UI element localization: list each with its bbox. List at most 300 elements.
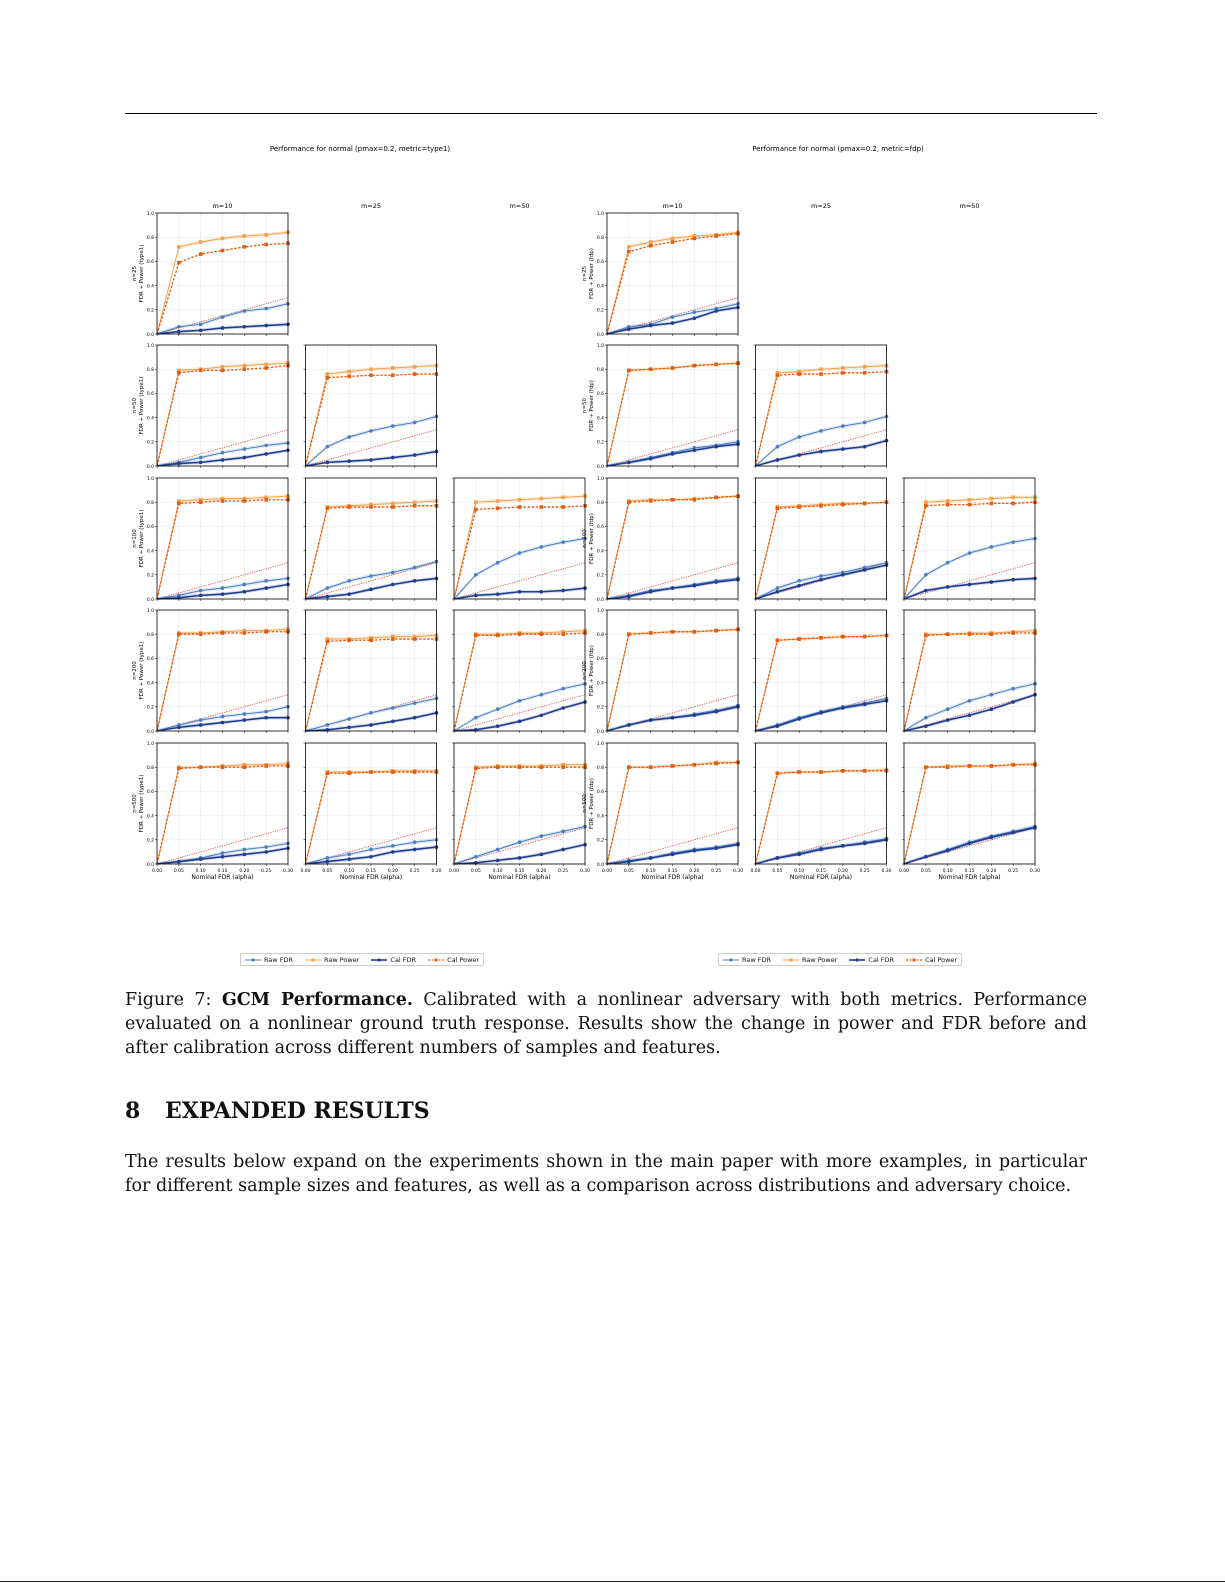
x-tick-label: 0.30 xyxy=(431,869,442,874)
x-tick-label: 0.20 xyxy=(986,869,997,874)
marker-raw-power xyxy=(326,372,330,376)
row-label: n=200 xyxy=(132,661,138,680)
y-tick-label: 0.6 xyxy=(596,260,604,266)
x-axis-label: Nominal FDR (alpha) xyxy=(938,874,1001,881)
subplot-n=100-m=50 xyxy=(902,478,1037,601)
marker-raw-fdr xyxy=(841,424,845,428)
x-tick-label: 0.20 xyxy=(387,869,398,874)
marker-raw-fdr xyxy=(819,574,823,578)
marker-cal-fdr xyxy=(243,590,247,594)
marker-raw-fdr xyxy=(518,840,522,844)
marker-cal-fdr xyxy=(264,586,268,590)
marker-cal-fdr xyxy=(924,855,928,859)
marker-cal-fdr xyxy=(347,726,351,730)
section-number: 8 xyxy=(125,1098,141,1124)
y-tick-label: 0.8 xyxy=(146,766,154,771)
marker-raw-fdr xyxy=(369,429,373,433)
legend-entry-cal-power xyxy=(906,956,957,964)
marker-raw-fdr xyxy=(540,545,544,549)
marker-cal-fdr xyxy=(199,329,203,333)
marker-cal-fdr xyxy=(391,583,395,587)
marker-cal-fdr xyxy=(627,595,631,599)
subplot-n=100-m=25 xyxy=(754,478,889,601)
marker-cal-power xyxy=(264,243,268,247)
marker-cal-fdr xyxy=(221,326,225,330)
x-tick-label: 0.05 xyxy=(470,869,481,874)
y-tick-label: 0.6 xyxy=(146,790,154,796)
marker-cal-power xyxy=(243,499,247,503)
marker-cal-power xyxy=(561,765,565,769)
marker-raw-power xyxy=(968,498,972,502)
y-tick-label: 1.0 xyxy=(596,211,604,217)
marker-cal-fdr xyxy=(819,848,823,852)
x-tick-label: 0.30 xyxy=(579,869,591,874)
marker-cal-fdr xyxy=(649,590,653,594)
marker-cal-fdr xyxy=(518,856,522,860)
marker-cal-fdr xyxy=(946,718,950,722)
marker-cal-power xyxy=(177,371,181,375)
marker-cal-power xyxy=(819,770,823,774)
marker-cal-power xyxy=(693,763,697,767)
marker-raw-fdr xyxy=(264,579,268,583)
figure-title-right: Performance for normal (pmax=0.2, metric=fdp) xyxy=(752,145,924,153)
marker-cal-power xyxy=(474,508,478,512)
marker-cal-power xyxy=(369,638,373,642)
marker-cal-power xyxy=(693,630,697,634)
marker-cal-power xyxy=(243,367,247,371)
marker-raw-fdr xyxy=(474,716,478,720)
y-tick-label: 0.2 xyxy=(596,308,604,314)
y-tick-label: 0.8 xyxy=(596,766,604,771)
marker-cal-power xyxy=(177,767,181,771)
marker-raw-fdr xyxy=(776,586,780,590)
marker-cal-fdr xyxy=(264,716,268,720)
marker-raw-power xyxy=(649,240,653,244)
y-tick-label: 0.6 xyxy=(146,260,154,266)
marker-cal-power xyxy=(924,634,928,638)
y-tick-label: 0.8 xyxy=(146,501,154,506)
marker-cal-power xyxy=(518,505,522,509)
marker-cal-fdr xyxy=(693,584,697,588)
caption-text: Calibrated with a nonlinear adversary with both metrics. Performance evaluated on a nonlinear ground truth response. Results show the change in power and FDR before and after calibration across different numbers of samples and features. xyxy=(125,990,1087,1058)
marker-raw-fdr xyxy=(264,845,268,849)
subplot-n=500-m=50 xyxy=(449,743,590,881)
marker-cal-power xyxy=(369,770,373,774)
legend-right xyxy=(718,953,962,966)
marker-cal-fdr xyxy=(347,592,351,596)
subplot-n=500-m=25 xyxy=(750,743,891,881)
marker-raw-power xyxy=(413,365,417,369)
x-tick-label: 0.10 xyxy=(794,869,805,874)
marker-cal-fdr xyxy=(671,586,675,590)
x-tick-label: 0.25 xyxy=(859,869,870,874)
marker-cal-fdr xyxy=(968,842,972,846)
marker-cal-power xyxy=(199,500,203,504)
marker-raw-fdr xyxy=(264,710,268,714)
marker-cal-power xyxy=(671,240,675,244)
y-tick-label: 0.6 xyxy=(146,525,154,531)
marker-cal-power xyxy=(496,634,500,638)
subplot-n=100-m=10 xyxy=(132,476,290,603)
marker-cal-fdr xyxy=(841,844,845,848)
marker-cal-power xyxy=(797,770,801,774)
y-tick-label: 0.6 xyxy=(146,657,154,663)
y-tick-label: 0.8 xyxy=(596,501,604,506)
x-tick-label: 0.05 xyxy=(623,869,634,874)
marker-cal-power xyxy=(776,771,780,775)
marker-cal-fdr xyxy=(326,461,330,465)
figure-caption xyxy=(125,988,1087,1060)
y-tick-label: 0.2 xyxy=(596,705,604,711)
marker-raw-power xyxy=(561,496,565,500)
marker-cal-power xyxy=(347,771,351,775)
marker-cal-power xyxy=(1011,631,1015,635)
marker-raw-fdr xyxy=(561,830,565,834)
marker-cal-fdr xyxy=(946,849,950,853)
marker-cal-fdr xyxy=(177,726,181,730)
column-label: m=25 xyxy=(810,202,832,210)
marker-cal-power xyxy=(326,506,330,510)
x-tick-label: 0.25 xyxy=(1008,869,1019,874)
marker-cal-power xyxy=(693,237,697,241)
marker-raw-power xyxy=(199,240,203,244)
marker-cal-fdr xyxy=(776,590,780,594)
x-tick-label: 0.10 xyxy=(492,869,503,874)
marker-cal-fdr xyxy=(863,842,867,846)
x-tick-label: 0.00 xyxy=(300,869,311,874)
marker-cal-fdr xyxy=(693,448,697,452)
marker-cal-fdr xyxy=(863,568,867,572)
row-label: n=500 xyxy=(582,794,588,813)
y-tick-label: 0.2 xyxy=(596,573,604,579)
marker-cal-power xyxy=(474,767,478,771)
y-axis-label: FDR + Power (type1) xyxy=(139,774,145,833)
marker-raw-fdr xyxy=(347,717,351,721)
marker-cal-fdr xyxy=(671,321,675,325)
legend-entry-cal-fdr xyxy=(849,956,894,964)
marker-cal-power xyxy=(221,499,225,503)
y-tick-label: 0.0 xyxy=(146,729,154,735)
x-axis-label: Nominal FDR (alpha) xyxy=(789,874,853,881)
legend-entry-cal-power xyxy=(428,956,479,964)
marker-raw-fdr xyxy=(369,574,373,578)
y-tick-label: 0.8 xyxy=(596,633,604,638)
marker-raw-fdr xyxy=(243,848,247,852)
marker-cal-power xyxy=(990,502,994,506)
marker-cal-power xyxy=(264,764,268,768)
marker-cal-power xyxy=(177,261,181,265)
marker-cal-power xyxy=(221,765,225,769)
marker-cal-power xyxy=(841,503,845,507)
legend-label: Raw FDR xyxy=(264,955,293,964)
marker-raw-fdr xyxy=(221,451,225,455)
marker-cal-power xyxy=(627,369,631,373)
marker-raw-power xyxy=(863,365,867,369)
x-tick-label: 0.20 xyxy=(837,869,848,874)
marker-raw-power xyxy=(221,365,225,369)
x-tick-label: 0.15 xyxy=(514,869,525,874)
marker-cal-power xyxy=(714,496,718,500)
row-label: n=200 xyxy=(582,661,588,680)
marker-cal-fdr xyxy=(671,716,675,720)
marker-raw-fdr xyxy=(496,707,500,711)
x-tick-label: 0.25 xyxy=(409,869,420,874)
marker-cal-power xyxy=(221,369,225,373)
marker-cal-fdr xyxy=(326,595,330,599)
marker-cal-power xyxy=(863,502,867,506)
marker-cal-fdr xyxy=(797,717,801,721)
marker-cal-power xyxy=(863,769,867,773)
marker-cal-power xyxy=(671,764,675,768)
marker-cal-fdr xyxy=(243,325,247,329)
marker-raw-power xyxy=(177,245,181,249)
marker-cal-fdr xyxy=(649,856,653,860)
caption-bold-title: GCM Performance. xyxy=(221,990,413,1010)
marker-cal-fdr xyxy=(347,459,351,463)
marker-raw-fdr xyxy=(540,693,544,697)
marker-cal-power xyxy=(177,502,181,506)
x-tick-label: 0.05 xyxy=(322,869,333,874)
marker-cal-fdr xyxy=(990,580,994,584)
marker-raw-power xyxy=(243,364,247,368)
subplot-n=500-m=10 xyxy=(132,741,293,881)
subplot-n=50-m=25 xyxy=(754,345,889,468)
marker-raw-fdr xyxy=(496,561,500,565)
y-tick-label: 0.2 xyxy=(146,838,154,844)
legend-label: Cal FDR xyxy=(390,955,417,964)
y-tick-label: 1.0 xyxy=(146,211,154,217)
subplot-n=25-m=10 xyxy=(132,211,290,338)
marker-cal-fdr xyxy=(243,456,247,460)
section-paragraph: The results below expand on the experiments shown in the main paper with more examples, in particular for different sample sizes and features, as well as a comparison across distributions and adversary choice. xyxy=(125,1152,1087,1196)
marker-cal-fdr xyxy=(264,324,268,328)
y-tick-label: 0.4 xyxy=(146,681,154,687)
marker-cal-fdr xyxy=(199,723,203,727)
y-tick-label: 0.2 xyxy=(146,440,154,446)
subplot-n=500-m=10 xyxy=(579,741,744,881)
marker-cal-fdr xyxy=(946,585,950,589)
marker-cal-fdr xyxy=(391,850,395,854)
marker-cal-fdr xyxy=(841,573,845,577)
marker-cal-fdr xyxy=(264,850,268,854)
y-tick-label: 0.2 xyxy=(146,573,154,579)
marker-cal-fdr xyxy=(627,461,631,465)
marker-cal-power xyxy=(714,363,718,367)
marker-cal-power xyxy=(714,762,718,766)
marker-cal-fdr xyxy=(819,578,823,582)
y-axis-label: FDR + Power (type1) xyxy=(139,641,145,700)
marker-cal-fdr xyxy=(776,856,780,860)
marker-cal-power xyxy=(243,245,247,249)
y-tick-label: 0.8 xyxy=(596,236,604,241)
y-tick-label: 1.0 xyxy=(596,343,604,349)
marker-cal-power xyxy=(946,632,950,636)
marker-cal-fdr xyxy=(1011,831,1015,835)
marker-cal-power xyxy=(714,629,718,633)
marker-cal-power xyxy=(714,234,718,238)
marker-raw-power xyxy=(221,237,225,241)
marker-raw-fdr xyxy=(221,715,225,719)
marker-raw-fdr xyxy=(924,573,928,577)
marker-cal-power xyxy=(540,505,544,509)
marker-raw-fdr xyxy=(819,429,823,433)
y-tick-label: 0.4 xyxy=(146,416,154,422)
y-tick-label: 0.4 xyxy=(596,549,604,555)
marker-raw-power xyxy=(518,498,522,502)
x-tick-label: 0.00 xyxy=(151,869,163,874)
marker-raw-fdr xyxy=(946,561,950,565)
footer-rule xyxy=(0,1581,1225,1582)
marker-cal-fdr xyxy=(1011,578,1015,582)
marker-cal-power xyxy=(968,503,972,507)
marker-raw-fdr xyxy=(347,435,351,439)
marker-raw-fdr xyxy=(496,848,500,852)
marker-cal-fdr xyxy=(199,461,203,465)
legend-left xyxy=(240,953,484,966)
legend-label: Raw Power xyxy=(802,955,838,964)
y-tick-label: 0.0 xyxy=(146,597,154,603)
subplot-n=200-m=25 xyxy=(304,610,439,733)
marker-raw-power xyxy=(391,366,395,370)
marker-raw-fdr xyxy=(990,693,994,697)
marker-cal-fdr xyxy=(968,713,972,717)
subplot-n=50-m=10 xyxy=(132,343,290,470)
x-tick-label: 0.25 xyxy=(711,869,722,874)
y-tick-label: 0.2 xyxy=(596,440,604,446)
marker-cal-fdr xyxy=(863,445,867,449)
x-tick-label: 0.10 xyxy=(195,869,206,874)
marker-cal-power xyxy=(199,252,203,256)
column-label: m=50 xyxy=(959,202,980,210)
marker-raw-fdr xyxy=(990,545,994,549)
marker-cal-power xyxy=(221,631,225,635)
marker-raw-fdr xyxy=(221,586,225,590)
x-tick-label: 0.15 xyxy=(815,869,827,874)
marker-raw-power xyxy=(369,367,373,371)
marker-raw-fdr xyxy=(1011,540,1015,544)
subplot-n=50-m=25 xyxy=(304,345,439,468)
marker-cal-power xyxy=(391,770,395,774)
x-tick-label: 0.30 xyxy=(732,869,744,874)
marker-cal-power xyxy=(649,244,653,248)
marker-raw-fdr xyxy=(693,310,697,314)
x-tick-label: 0.10 xyxy=(344,869,355,874)
x-tick-label: 0.10 xyxy=(645,869,656,874)
marker-cal-power xyxy=(671,498,675,502)
marker-cal-power xyxy=(1011,763,1015,767)
marker-cal-power xyxy=(518,632,522,636)
x-tick-label: 0.30 xyxy=(881,869,892,874)
marker-cal-power xyxy=(841,371,845,375)
marker-raw-power xyxy=(627,245,631,249)
marker-cal-fdr xyxy=(714,309,718,313)
marker-raw-fdr xyxy=(561,687,565,691)
marker-raw-fdr xyxy=(243,309,247,313)
legend-label: Cal Power xyxy=(447,955,480,964)
row-label: n=25 xyxy=(582,265,588,282)
row-label: n=100 xyxy=(582,529,588,548)
marker-raw-fdr xyxy=(199,589,203,593)
x-tick-label: 0.15 xyxy=(964,869,975,874)
marker-raw-fdr xyxy=(413,840,417,844)
x-tick-label: 0.15 xyxy=(667,869,678,874)
marker-cal-power xyxy=(946,765,950,769)
y-tick-label: 1.0 xyxy=(596,608,604,614)
marker-raw-fdr xyxy=(797,435,801,439)
marker-cal-fdr xyxy=(496,859,500,863)
subplot-n=100-m=10 xyxy=(582,476,740,603)
x-tick-label: 0.10 xyxy=(942,869,953,874)
marker-raw-fdr xyxy=(199,718,203,722)
marker-cal-power xyxy=(863,371,867,375)
y-axis-label: FDR + Power (type1) xyxy=(139,509,145,568)
marker-raw-power xyxy=(264,363,268,367)
marker-cal-power xyxy=(199,632,203,636)
marker-raw-fdr xyxy=(561,540,565,544)
y-tick-label: 0.4 xyxy=(596,416,604,422)
x-tick-label: 0.30 xyxy=(282,869,294,874)
figure-title-left: Performance for normal (pmax=0.2, metric=type1) xyxy=(269,145,451,153)
marker-cal-power xyxy=(627,632,631,636)
y-axis-label: FDR + Power (type1) xyxy=(139,244,145,303)
marker-raw-fdr xyxy=(326,723,330,727)
marker-cal-power xyxy=(649,631,653,635)
marker-cal-fdr xyxy=(863,703,867,707)
marker-raw-fdr xyxy=(177,325,181,329)
marker-raw-fdr xyxy=(968,551,972,555)
y-axis-label: FDR + Power (type1) xyxy=(139,376,145,435)
x-axis-label: Nominal FDR (alpha) xyxy=(488,874,551,881)
y-tick-label: 0.0 xyxy=(596,597,604,603)
marker-cal-fdr xyxy=(714,445,718,449)
marker-cal-power xyxy=(496,506,500,510)
marker-raw-fdr xyxy=(1011,687,1015,691)
marker-cal-fdr xyxy=(627,860,631,864)
marker-cal-fdr xyxy=(693,713,697,717)
y-tick-label: 0.0 xyxy=(596,332,604,338)
column-label: m=10 xyxy=(212,202,233,210)
marker-cal-fdr xyxy=(819,450,823,454)
y-tick-label: 0.0 xyxy=(146,464,154,470)
column-label: m=25 xyxy=(360,202,382,210)
marker-cal-power xyxy=(347,505,351,509)
marker-cal-fdr xyxy=(413,579,417,583)
marker-cal-power xyxy=(693,364,697,368)
marker-cal-power xyxy=(797,372,801,376)
row-label: n=50 xyxy=(132,397,138,414)
marker-cal-fdr xyxy=(561,706,565,710)
marker-raw-fdr xyxy=(326,586,330,590)
marker-raw-fdr xyxy=(413,421,417,425)
marker-cal-power xyxy=(671,366,675,370)
marker-cal-power xyxy=(369,373,373,377)
marker-cal-fdr xyxy=(413,848,417,852)
marker-cal-fdr xyxy=(819,711,823,715)
marker-raw-fdr xyxy=(221,315,225,319)
marker-raw-power xyxy=(496,499,500,503)
marker-cal-fdr xyxy=(924,724,928,728)
x-tick-label: 0.05 xyxy=(173,869,184,874)
marker-cal-power xyxy=(391,373,395,377)
marker-raw-power xyxy=(391,502,395,506)
marker-cal-fdr xyxy=(714,710,718,714)
marker-cal-fdr xyxy=(177,860,181,864)
marker-cal-power xyxy=(819,636,823,640)
marker-cal-power xyxy=(221,249,225,253)
marker-cal-fdr xyxy=(693,316,697,320)
marker-raw-fdr xyxy=(413,701,417,705)
y-tick-label: 0.6 xyxy=(596,525,604,531)
